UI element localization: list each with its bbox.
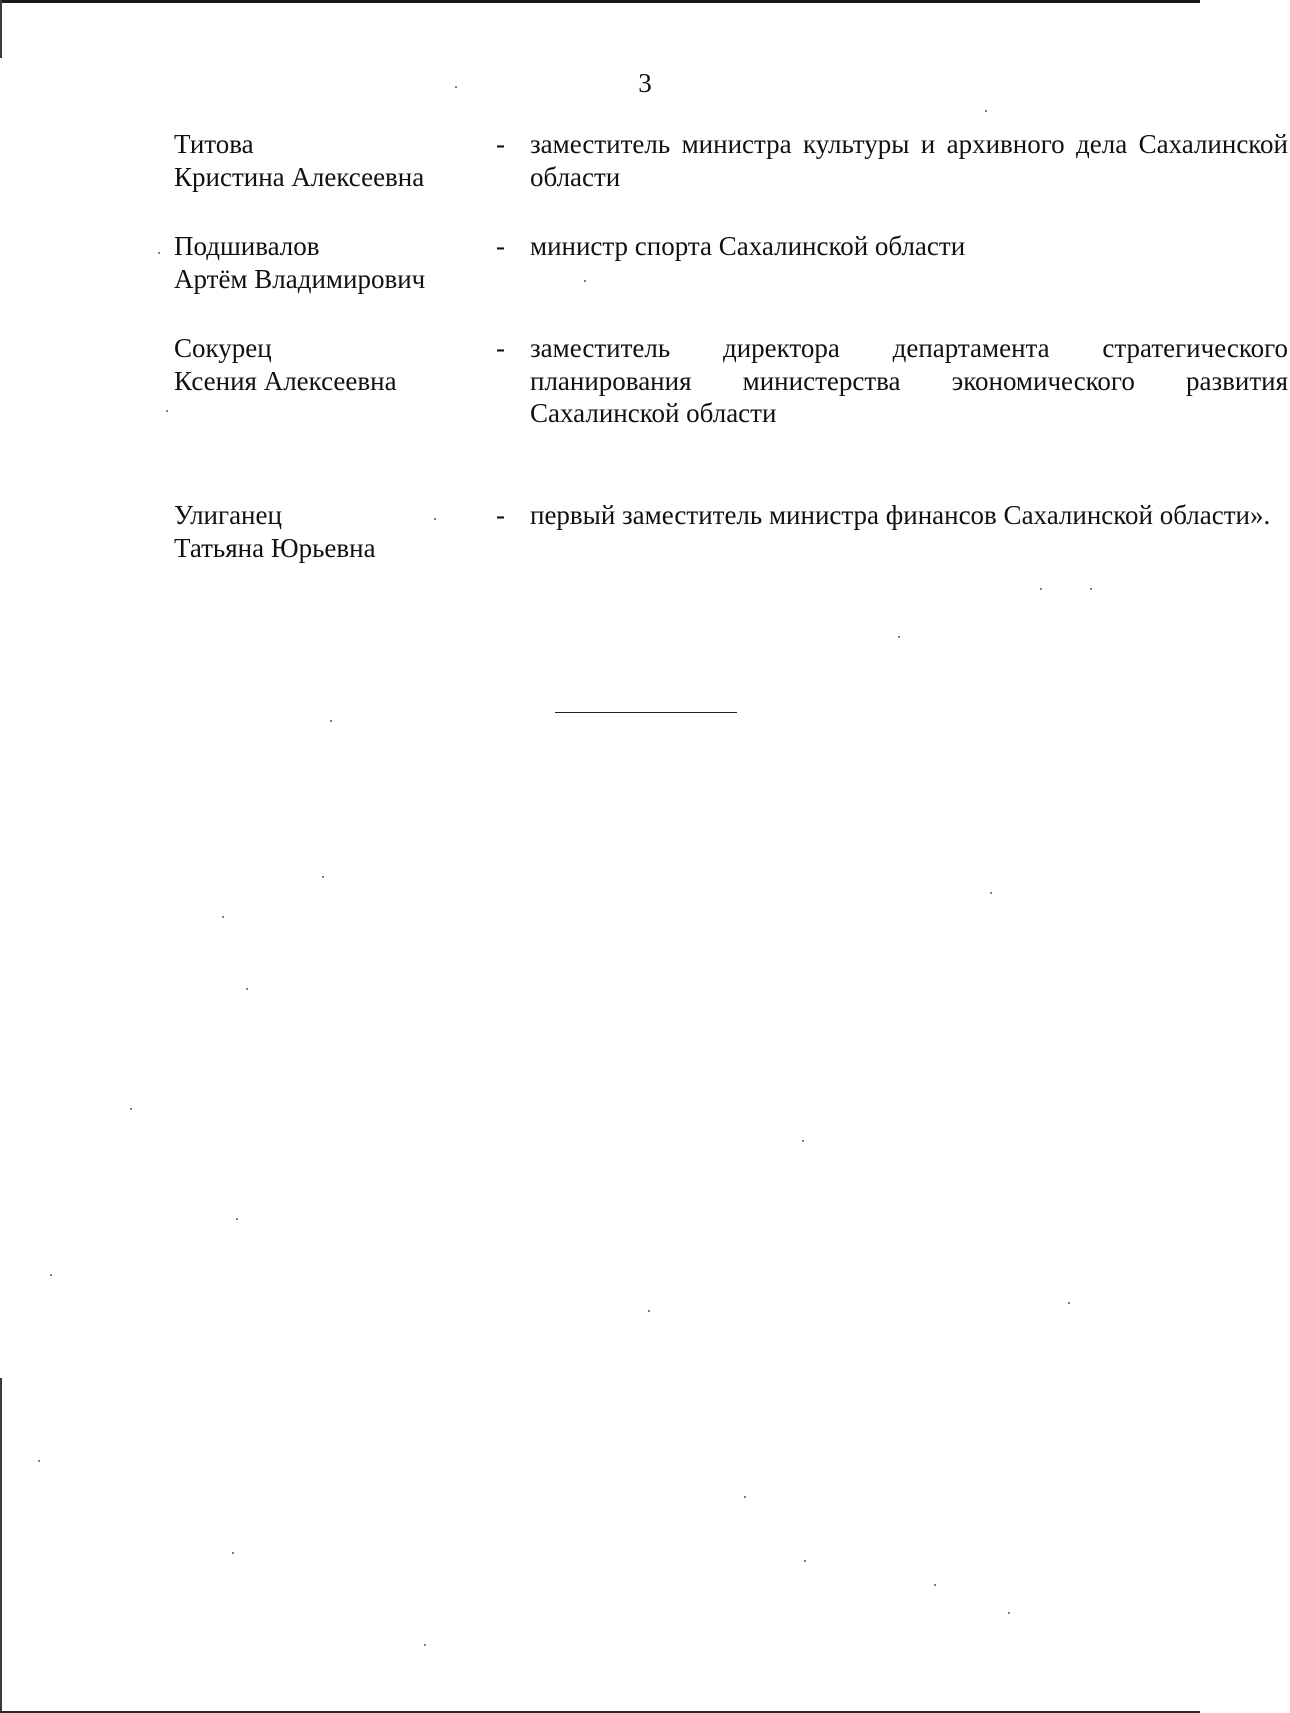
scan-speck [990, 892, 992, 894]
scan-speck [158, 252, 160, 254]
member-position: заместитель директора департамента стратегического планирования министерства экономического развития Сахалинской области [530, 333, 1288, 428]
scan-speck [744, 1496, 746, 1498]
member-name [174, 128, 474, 193]
member-surname: Титова [174, 129, 254, 159]
entry-dash: - [496, 129, 505, 159]
scan-speck [985, 110, 987, 112]
scan-speck [166, 410, 168, 412]
scan-speck [1068, 1302, 1070, 1304]
member-given-names: Кристина Алексеевна [174, 161, 425, 192]
scan-speck [434, 518, 436, 520]
scan-speck [222, 916, 224, 918]
scan-speck [38, 1460, 40, 1462]
scan-speck [236, 1218, 238, 1220]
entry-dash: - [496, 500, 505, 530]
scan-speck [50, 1274, 52, 1276]
member-name [174, 230, 474, 295]
scan-speck [246, 988, 248, 990]
entry-dash: - [496, 333, 505, 363]
member-surname: Сокурец [174, 333, 272, 363]
scan-speck [802, 1140, 804, 1142]
scan-speck [584, 280, 586, 282]
member-given-names: Татьяна Юрьевна [174, 532, 376, 563]
scan-speck [424, 1644, 426, 1646]
scan-top-border [0, 0, 1200, 3]
member-position: первый заместитель министра финансов Сахалинской области». [530, 500, 1271, 530]
scan-left-edge-top [0, 0, 2, 58]
member-position: министр спорта Сахалинской области [530, 231, 966, 261]
member-surname: Подшивалов [174, 231, 320, 261]
member-name [174, 499, 474, 564]
page-number: 3 [638, 68, 652, 98]
scan-speck [330, 720, 332, 722]
scan-left-edge-bottom [0, 1378, 2, 1713]
scan-speck [322, 876, 324, 878]
scan-speck [130, 1108, 132, 1110]
scan-speck [1008, 1612, 1010, 1614]
scan-speck [232, 1552, 234, 1554]
member-name [174, 332, 474, 397]
scan-speck [1090, 588, 1092, 590]
member-surname: Улиганец [174, 500, 282, 530]
member-given-names: Артём Владимирович [174, 263, 426, 294]
scan-speck [804, 1560, 806, 1562]
scan-speck [898, 636, 900, 638]
scan-speck [455, 86, 457, 88]
member-position: заместитель министра культуры и архивного дела Сахалинской области [530, 129, 1288, 192]
entry-dash: - [496, 231, 505, 261]
scan-speck [934, 1584, 936, 1586]
scan-speck [1040, 588, 1042, 590]
member-given-names: Ксения Алексеевна [174, 365, 397, 396]
closing-rule [555, 712, 737, 713]
scan-speck [648, 1310, 650, 1312]
